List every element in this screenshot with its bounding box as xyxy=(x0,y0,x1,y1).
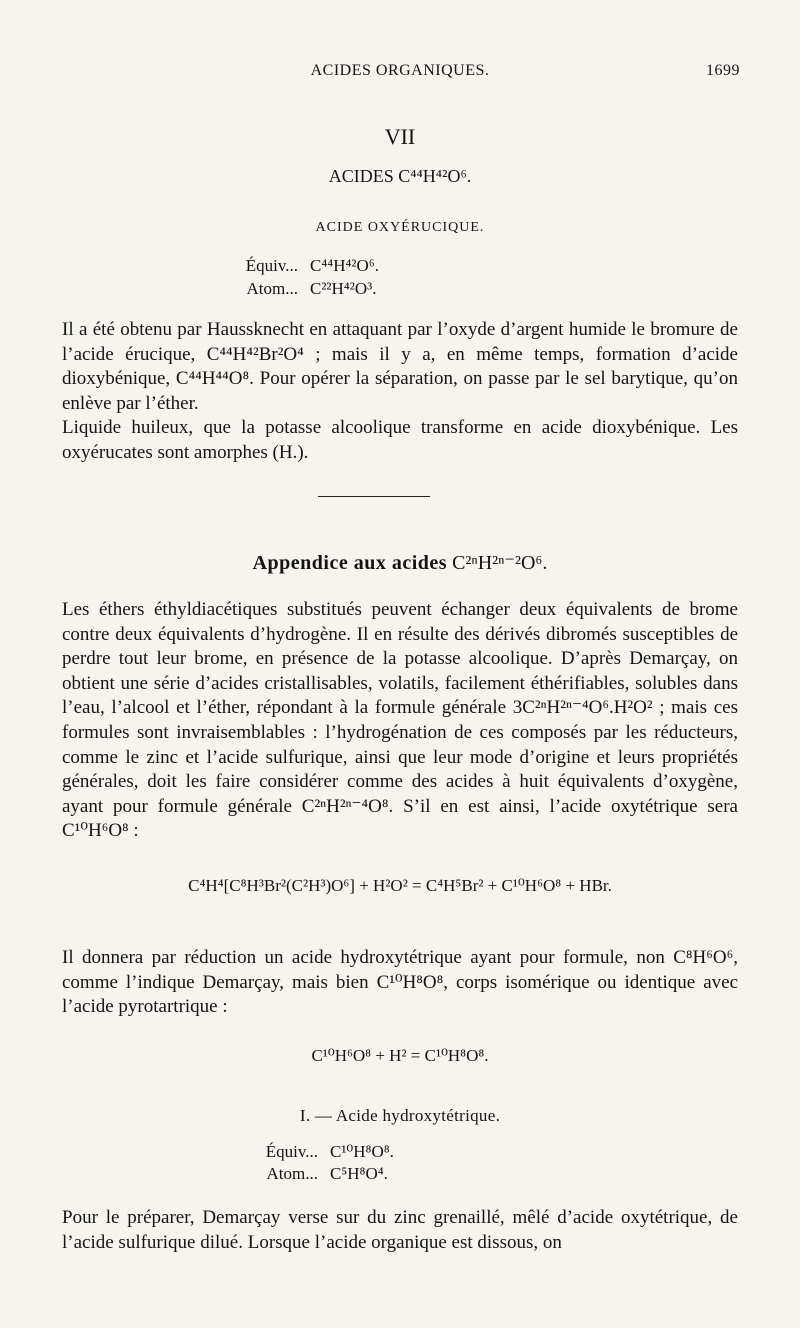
paragraph: Liquide huileux, que la potasse alcoolique transforme en acide dioxybénique. Les oxyérucates sont amorphes (H.). xyxy=(62,417,738,463)
appendix-label: Appendice aux acides xyxy=(252,552,448,574)
section-number: VII xyxy=(384,124,416,149)
equiv-formula: C⁴⁴H⁴²O⁶. xyxy=(310,256,379,275)
body-text-appendix xyxy=(62,598,738,844)
atom-line xyxy=(230,1164,590,1186)
paragraph: Les éthers éthyldiacétiques substitués peuvent échanger deux équivalents de brome contre deux équivalents d’hydrogène. Il en résulte des dérivés dibromés susceptibles de perdre tout leur brome, en présence de la potasse alcoolique. D’après Demarçay, on obtient une série d’acides cristallisables, volatils, facilement éthérifiables, solubles dans l’eau, l’alcool et l’éther, répondant à la formule générale 3C²ⁿH²ⁿ⁻⁴O⁶.H²O² ; mais ces formules sont invraisemblables : l’hydrogénation de ces composés par les réducteurs, comme le zinc et l’acide sulfurique, ainsi que leur mode d’origine et leurs propriétés générales, doit les faire considérer comme des acides à huit équivalents d’oxygène, ayant pour formule générale C²ⁿH²ⁿ⁻⁴O⁸. S’il en est ainsi, l’acide oxytétrique sera C¹⁰H⁶O⁸ : xyxy=(62,599,738,842)
running-head xyxy=(60,62,740,86)
equiv-label: Équiv... xyxy=(245,256,298,275)
body-text-reduction xyxy=(62,946,738,1020)
atom-formula: C²²H⁴²O³. xyxy=(310,279,377,298)
appendix-heading xyxy=(60,550,740,575)
subsection-title: I. — Acide hydroxytétrique. xyxy=(299,1106,501,1125)
paragraph: Il a été obtenu par Haussknecht en attaquant par l’oxyde d’argent humide le bromure de l’acide érucique, C⁴⁴H⁴²Br²O⁴ ; mais il y a, en même temps, formation d’acide dioxybénique, C⁴⁴H⁴⁴O⁸. Pour opérer la séparation, on passe par le sel barytique, qu’on enlève par l’éther. xyxy=(62,319,738,414)
equivalent-line xyxy=(230,1142,590,1164)
appendix-formula: C²ⁿH²ⁿ⁻²O⁶. xyxy=(452,552,548,574)
atom-line xyxy=(210,279,610,301)
page-number: 1699 xyxy=(706,62,740,79)
equation-oxytetrique: C⁴H⁴[C⁸H³Br²(C²H³)O⁶] + H²O² = C⁴H⁵Br² + C¹⁰H⁶O⁸ + HBr. xyxy=(188,876,612,895)
atom-label: Atom... xyxy=(246,279,298,298)
paragraph: Pour le préparer, Demarçay verse sur du zinc grenaillé, mêlé d’acide oxytétrique, de l’acide sulfurique dilué. Lorsque l’acide organique est dissous, on xyxy=(62,1207,738,1253)
equation-reduction: C¹⁰H⁶O⁸ + H² = C¹⁰H⁸O⁸. xyxy=(311,1046,489,1065)
equivalent-line xyxy=(210,256,610,278)
atom-formula: C⁵H⁸O⁴. xyxy=(330,1164,388,1183)
equiv-label: Équiv... xyxy=(265,1142,318,1161)
running-title: ACIDES ORGANIQUES. xyxy=(310,62,490,79)
equiv-formula: C¹⁰H⁸O⁸. xyxy=(330,1142,394,1161)
atom-label: Atom... xyxy=(266,1164,318,1183)
separator-rule xyxy=(318,496,430,497)
body-text-preparation xyxy=(62,1206,738,1255)
compound-title: ACIDE OXYÉRUCIQUE. xyxy=(315,220,485,235)
section-title: ACIDES C⁴⁴H⁴²O⁶. xyxy=(328,166,472,186)
paragraph: Il donnera par réduction un acide hydroxytétrique ayant pour formule, non C⁸H⁶O⁶, comme l’indique Demarçay, mais bien C¹⁰H⁸O⁸, corps isomérique ou identique avec l’acide pyrotartrique : xyxy=(62,947,738,1018)
body-text-oxyerucique xyxy=(62,318,738,466)
